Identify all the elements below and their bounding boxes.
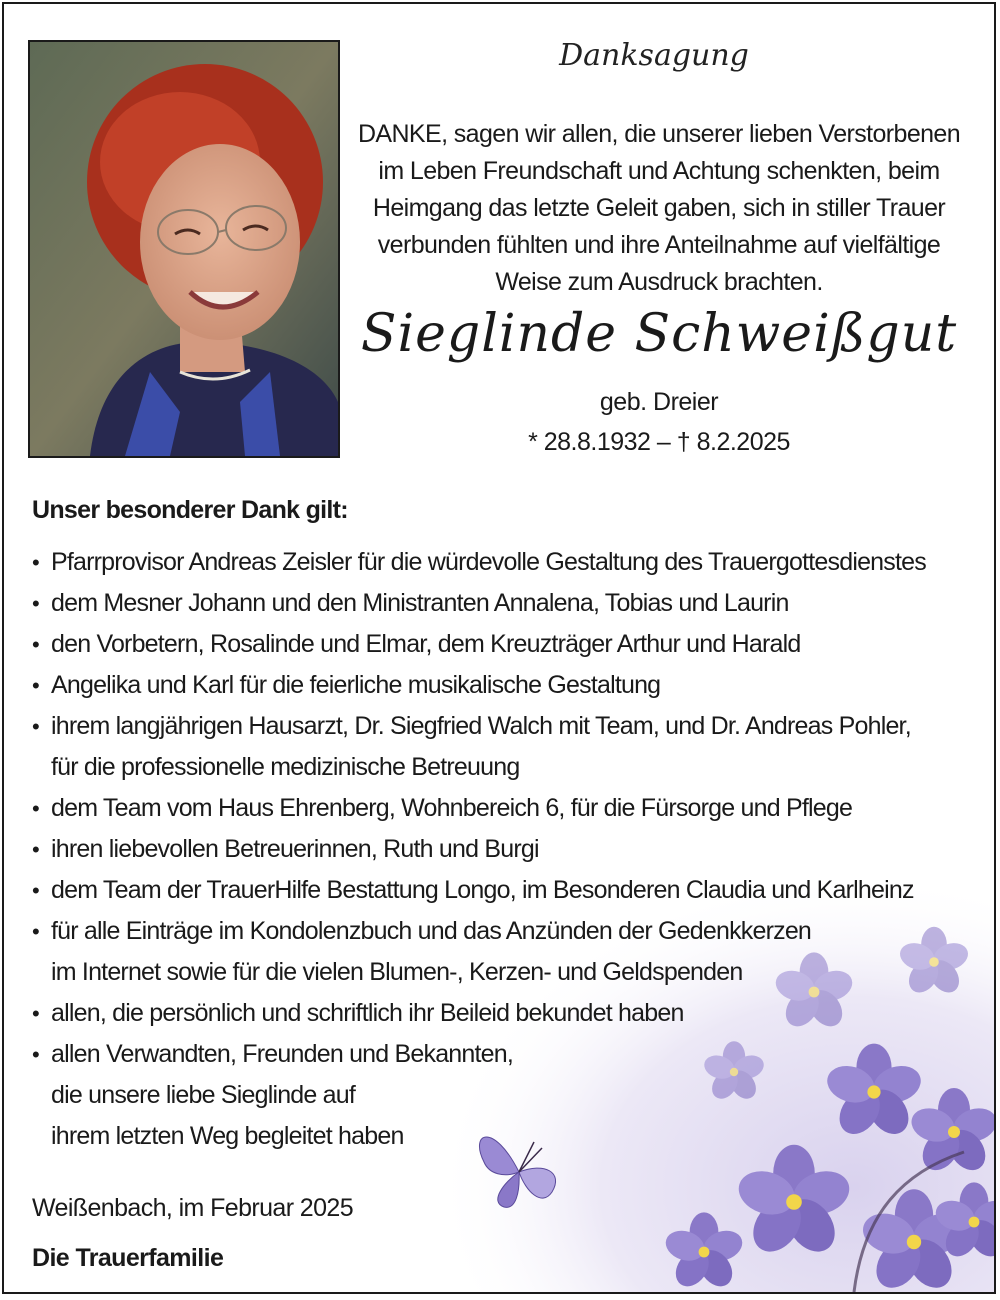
thanks-paragraph: [356, 116, 962, 301]
thanks-line: verbunden fühlten und ihre Anteilnahme auf vielfältige: [377, 231, 941, 259]
bullet-icon: •: [32, 632, 39, 657]
list-item-text: die unsere liebe Sieglinde auf: [51, 1081, 356, 1109]
list-item: [28, 870, 928, 911]
list-item-text: für die professionelle medizinische Betreuung: [51, 753, 520, 781]
thanks-line: im Leben Freundschaft und Achtung schenkten, beim: [378, 157, 940, 185]
thanks-list: [28, 542, 928, 1157]
list-item-text: dem Mesner Johann und den Ministranten Annalena, Tobias und Laurin: [51, 589, 789, 617]
list-item-text: ihrem letzten Weg begleitet haben: [51, 1122, 404, 1150]
obituary-card: [2, 2, 996, 1294]
list-item: [28, 542, 928, 583]
thanks-heading: Unser besonderer Dank gilt:: [32, 496, 348, 524]
place-date: Weißenbach, im Februar 2025: [32, 1194, 354, 1222]
bullet-icon: •: [32, 878, 39, 903]
life-dates: * 28.8.1932 – † 8.2.2025: [528, 428, 790, 456]
bullet-icon: •: [32, 714, 39, 739]
list-item: [28, 665, 928, 706]
list-item-text: allen Verwandten, Freunden und Bekannten,: [51, 1040, 514, 1068]
list-item-text: im Internet sowie für die vielen Blumen-, Kerzen- und Geldspenden: [51, 958, 743, 986]
signature: Die Trauerfamilie: [32, 1244, 224, 1272]
bullet-icon: •: [32, 591, 39, 616]
list-item-text: Pfarrprovisor Andreas Zeisler für die würdevolle Gestaltung des Trauergottesdienstes: [51, 548, 926, 576]
list-item-text: dem Team der TrauerHilfe Bestattung Longo, im Besonderen Claudia und Karlheinz: [51, 876, 914, 904]
thanks-line: Heimgang das letzte Geleit gaben, sich in stiller Trauer: [372, 194, 946, 222]
thanks-line: Weise zum Ausdruck brachten.: [495, 268, 823, 296]
list-item-text: ihrem langjährigen Hausarzt, Dr. Siegfried Walch mit Team, und Dr. Andreas Pohler,: [51, 712, 911, 740]
deceased-name: Sieglinde Schweißgut: [360, 304, 958, 364]
portrait-photo: [28, 40, 340, 458]
list-item: [28, 829, 928, 870]
list-item-text: dem Team vom Haus Ehrenberg, Wohnbereich 6, für die Fürsorge und Pflege: [51, 794, 853, 822]
list-item: [28, 624, 928, 665]
list-item: [28, 1034, 928, 1157]
list-item: [28, 993, 928, 1034]
bullet-icon: •: [32, 837, 39, 862]
list-item: [28, 583, 928, 624]
bullet-icon: •: [32, 1001, 39, 1026]
list-item-text: allen, die persönlich und schriftlich ihr Beileid bekundet haben: [51, 999, 684, 1027]
birth-name: geb. Dreier: [599, 388, 719, 416]
list-item: [28, 706, 928, 788]
bullet-icon: •: [32, 796, 39, 821]
list-item: [28, 788, 928, 829]
list-item-text: für alle Einträge im Kondolenzbuch und das Anzünden der Gedenkkerzen: [51, 917, 812, 945]
thanks-line: DANKE, sagen wir allen, die unserer lieben Verstorbenen: [357, 120, 961, 148]
bullet-icon: •: [32, 673, 39, 698]
list-item-text: den Vorbetern, Rosalinde und Elmar, dem Kreuzträger Arthur und Harald: [51, 630, 801, 658]
list-item: [28, 911, 928, 993]
list-item-text: ihren liebevollen Betreuerinnen, Ruth und Burgi: [51, 835, 539, 863]
bullet-icon: •: [32, 550, 39, 575]
title-danksagung: Danksagung: [559, 38, 749, 73]
bullet-icon: •: [32, 919, 39, 944]
bullet-icon: •: [32, 1042, 39, 1067]
list-item-text: Angelika und Karl für die feierliche musikalische Gestaltung: [51, 671, 661, 699]
